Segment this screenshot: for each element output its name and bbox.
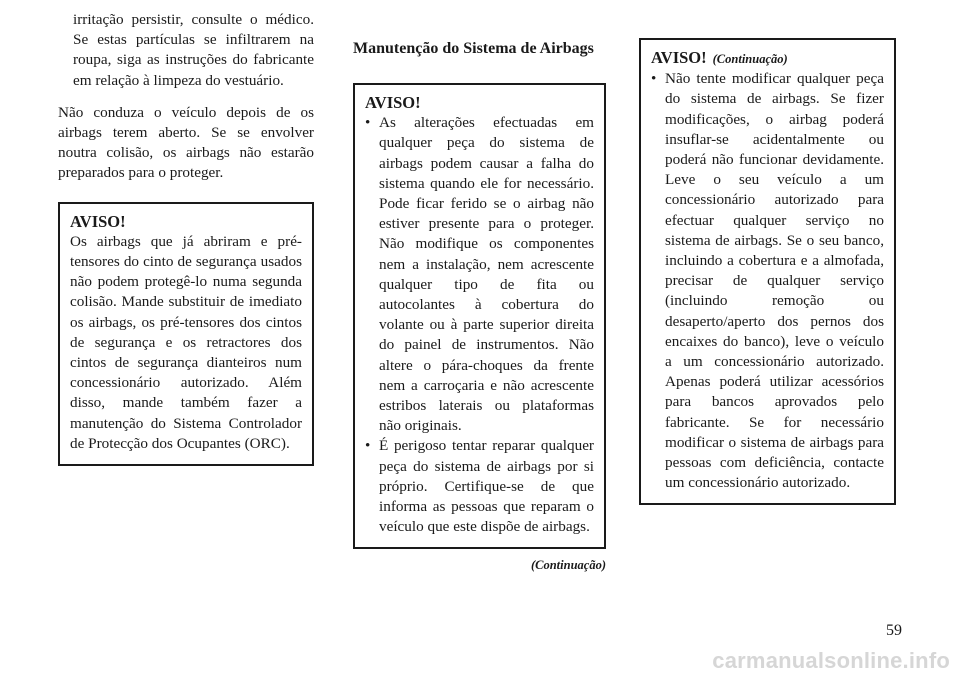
continued-label: (Continuação) xyxy=(530,558,606,573)
bullet-text: Não tente modificar qualquer peça do sistema de airbags. Se fizer modificações, o airbag poderá insuflar-se acidentalmente ou poderá não funcionar devidamente. Leve o seu veículo a um concessionário autorizado para efectuar qualquer serviço no sistema de airbags. Se o seu banco, incluindo a cobertura e a almofada, precisar de qualquer serviço (incluindo remoção ou desaperto/aperto dos pernos dos encaixes do banco), leve o veículo a um concessionário autorizado. Apenas poderá utilizar acessórios para bancos aprovados pelo fabricante. Se for necessário modificar o sistema de airbags para pessoas com deficiência, contacte um concessionário autorizado. xyxy=(665,70,884,492)
page-number: 59 xyxy=(886,622,902,639)
warning-bullet xyxy=(365,113,594,436)
bullet-marker: • xyxy=(651,70,657,88)
bullet-marker: • xyxy=(365,114,371,132)
right-column xyxy=(639,38,896,505)
warning-box xyxy=(639,38,896,505)
bullet-text: As alterações efectuadas em qualquer peça do sistema de airbags podem causar a falha do sistema quando ele for necessário. Pode ficar ferido se o airbag não estiver presente para o proteger. Não modifique os componentes nem a instalação, nem acrescente qualquer tipo de fita ou autocolantes à cobertura do volante ou à parte superior direita do painel de instrumentos. Não altere o pára-choques da frente nem a carroçaria e não acrescente estribos laterais ou plataformas não originais. xyxy=(379,114,594,435)
continued-text: irritação persistir, consulte o médico. Se estas partículas se infiltrarem na roupa, siga as instruções do fabricante em relação à limpeza do vestuário. xyxy=(73,11,314,89)
warning-bullet xyxy=(651,69,884,493)
warning-text: Os airbags que já abriram e pré-tensores do cinto de segurança usados não podem protegê-lo numa segunda colisão. Mande substituir de imediato os airbags, os pré-tensores dos cintos de segurança e os retractores dos cintos de segurança dianteiros num concessionário autorizado. Além disso, mande também fazer a manutenção do Sistema Controlador de Protecção dos Ocupantes (ORC). xyxy=(70,232,302,452)
section-heading: Manutenção do Sistema de Airbags xyxy=(353,40,594,57)
warning-box xyxy=(58,202,314,466)
warning-bullet xyxy=(365,436,594,537)
middle-column xyxy=(353,38,606,576)
watermark: carmanualsonline.info xyxy=(712,648,950,673)
warning-title: AVISO! xyxy=(70,211,126,231)
continued-label: (Continuação) xyxy=(712,52,788,66)
bullet-text: É perigoso tentar reparar qualquer peça do sistema de airbags por si próprio. Certifique-se de que informa as pessoas que reparam o veículo que este dispõe de airbags. xyxy=(379,437,594,536)
body-paragraph: Não conduza o veículo depois de os airbags terem aberto. Se se envolver noutra colisão, os airbags não estarão preparados para o proteger. xyxy=(58,103,314,182)
warning-box xyxy=(353,83,606,549)
warning-title-row xyxy=(651,48,884,69)
warning-title: AVISO! xyxy=(365,93,421,112)
left-column xyxy=(58,10,314,466)
warning-title: AVISO! xyxy=(651,48,707,67)
bullet-marker: • xyxy=(365,437,371,455)
